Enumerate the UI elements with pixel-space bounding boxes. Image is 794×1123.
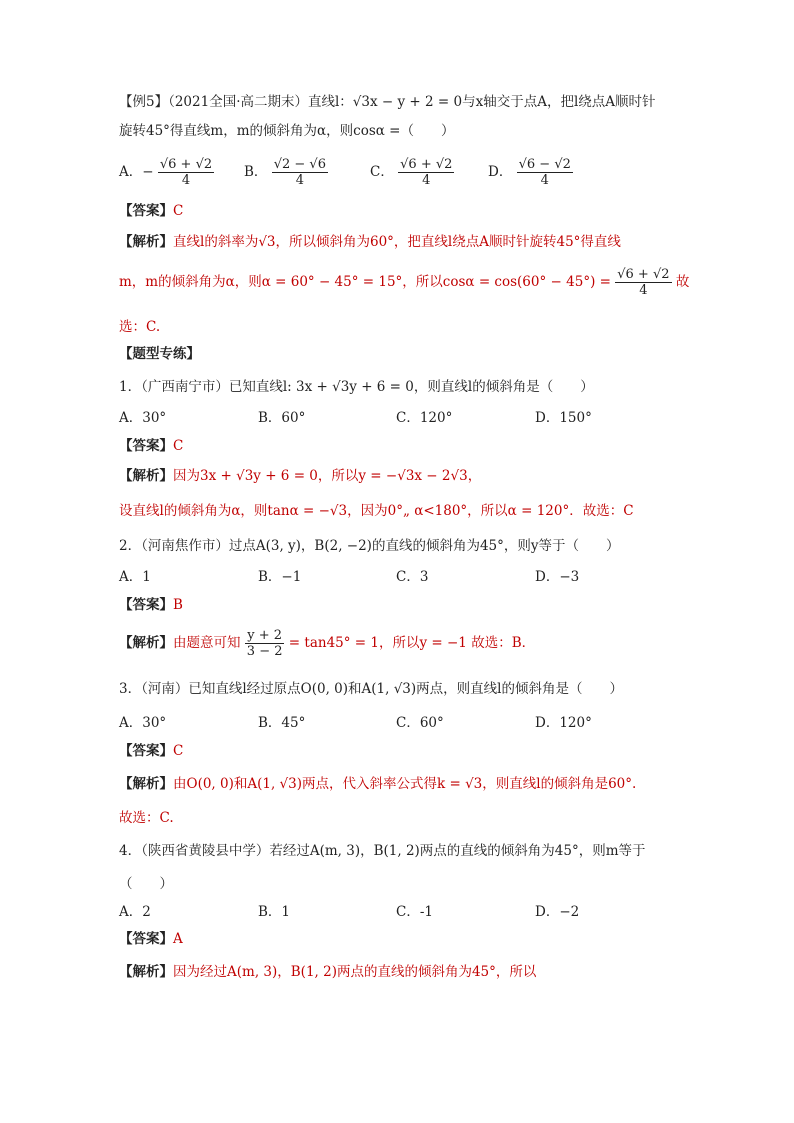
option-b: B．−1: [258, 569, 302, 585]
option-c: C．120°: [396, 410, 453, 426]
answer-value: A: [173, 931, 183, 947]
fraction-denominator: 4: [181, 173, 191, 188]
answer-label: 【答案】: [119, 931, 173, 947]
q3-stem: 3．（河南）已知直线l经过原点O(0, 0)和A(1, √3)两点，则直线l的倾斜角是（ ）: [119, 681, 623, 697]
analysis-label: 【解析】: [119, 964, 173, 980]
analysis-label: 【解析】: [119, 234, 173, 250]
example5-analysis-line3: 选：C.: [119, 319, 161, 335]
option-b: B．1: [258, 904, 291, 920]
analysis-label: 【解析】: [119, 635, 173, 651]
option-a: A．1: [119, 569, 151, 585]
option-a: A．2: [119, 904, 151, 920]
option-letter: A．−: [119, 164, 154, 180]
analysis-fraction: [615, 268, 671, 297]
q4-analysis-line1: [119, 966, 536, 980]
q2-analysis: [119, 629, 535, 658]
fraction-numerator: √6 + √2: [159, 157, 213, 172]
option-fraction: [517, 158, 573, 187]
answer-label: 【答案】: [119, 438, 173, 454]
option-c: [370, 158, 454, 187]
option-letter: C．: [370, 164, 394, 180]
q2-stem: 2．（河南焦作市）过点A(3, y)，B(2, −2)的直线的倾斜角为45°，则y等于（ ）: [119, 538, 620, 554]
fraction-denominator: 4: [639, 283, 648, 298]
q1-analysis-line2: 设直线l的倾斜角为α，则tanα = −√3，因为0°„ α<180°，所以α = 120°．故选：C: [119, 503, 634, 519]
fraction-numerator: √6 + √2: [617, 267, 670, 282]
fraction-numerator: √2 − √6: [273, 157, 326, 172]
fraction-numerator: y + 2: [247, 628, 283, 643]
q4-stem-line2: （ ）: [119, 876, 173, 892]
fraction-denominator: 3 − 2: [246, 644, 283, 659]
analysis-label: 【解析】: [119, 468, 173, 484]
option-letter: B．: [244, 164, 268, 180]
fraction-denominator: 4: [540, 173, 549, 188]
analysis-text: 故: [675, 274, 690, 290]
analysis-text: 直线l的斜率为√3，所以倾斜角为60°，把直线l绕点A顺时针旋转45°得直线: [173, 234, 621, 250]
option-d: D．120°: [535, 715, 592, 731]
answer-value: C: [173, 743, 184, 759]
analysis-text: 因为3x + √3y + 6 = 0，所以y = −√3x − 2√3，: [173, 468, 482, 484]
option-c: C．60°: [396, 715, 444, 731]
fraction-denominator: 4: [422, 173, 431, 188]
example5-stem-text: 【例5】（2021全国·高二期末）直线l：√3x − y + 2 = 0与x轴交于点A，把l绕点A顺时针: [119, 94, 656, 110]
q1-analysis-line1: [119, 470, 481, 484]
example5-analysis-line1: [119, 236, 621, 250]
option-c: C．-1: [396, 904, 433, 920]
analysis-text: 由题意可知: [173, 635, 241, 651]
option-b: B．45°: [258, 715, 306, 731]
example5-line2: 旋转45°得直线m，m的倾斜角为α，则cosα =（ ）: [119, 123, 455, 139]
option-fraction: [272, 158, 328, 187]
option-b: B．60°: [258, 410, 306, 426]
answer-label: 【答案】: [119, 203, 173, 219]
example5-answer: [119, 205, 183, 219]
option-d: D．−2: [535, 904, 580, 920]
example5-line1: [119, 96, 656, 110]
q3-answer: [119, 745, 183, 759]
example5-analysis-line2: [119, 268, 689, 297]
section-title: 【题型专练】: [119, 346, 200, 362]
option-b: [244, 158, 328, 187]
option-fraction: [158, 158, 214, 187]
fraction-numerator: √6 + √2: [400, 157, 453, 172]
fraction-numerator: √6 − √2: [518, 157, 571, 172]
answer-value: B: [173, 597, 183, 613]
q4-answer: [119, 933, 183, 947]
answer-label: 【答案】: [119, 597, 173, 613]
q1-stem: 1．（广西南宁市）已知直线l: 3x + √3y + 6 = 0，则直线l的倾斜角是（ ）: [119, 379, 594, 395]
option-a: A．30°: [119, 715, 167, 731]
option-c: C．3: [396, 569, 429, 585]
analysis-fraction: [245, 629, 285, 658]
answer-value: C: [173, 203, 184, 219]
option-a: A．30°: [119, 410, 167, 426]
q2-answer: [119, 599, 183, 613]
analysis-text: 由O(0, 0)和A(1, √3)两点，代入斜率公式得k = √3，则直线l的倾斜角是60°.: [173, 776, 637, 792]
analysis-text: = tan45° = 1，所以y = −1 故选：B．: [288, 635, 536, 651]
answer-label: 【答案】: [119, 743, 173, 759]
analysis-label: 【解析】: [119, 776, 173, 792]
analysis-text: 因为经过A(m, 3)，B(1, 2)两点的直线的倾斜角为45°，所以: [173, 964, 537, 980]
q1-answer: [119, 440, 183, 454]
fraction-denominator: 4: [295, 173, 304, 188]
option-a: [119, 158, 214, 187]
q4-stem-line1: 4．（陕西省黄陵县中学）若经过A(m, 3)，B(1, 2)两点的直线的倾斜角为45°，则m等于: [119, 843, 646, 859]
option-d: [488, 158, 573, 187]
q3-analysis-line1: [119, 778, 636, 792]
option-d: D．−3: [535, 569, 580, 585]
option-letter: D．: [488, 164, 513, 180]
option-d: D．150°: [535, 410, 592, 426]
analysis-text: m，m的倾斜角为α，则α = 60° − 45° = 15°，所以cosα = cos(60° − 45°) =: [119, 274, 611, 290]
answer-value: C: [173, 438, 184, 454]
option-fraction: [398, 158, 454, 187]
q3-analysis-line2: 故选：C.: [119, 810, 174, 826]
